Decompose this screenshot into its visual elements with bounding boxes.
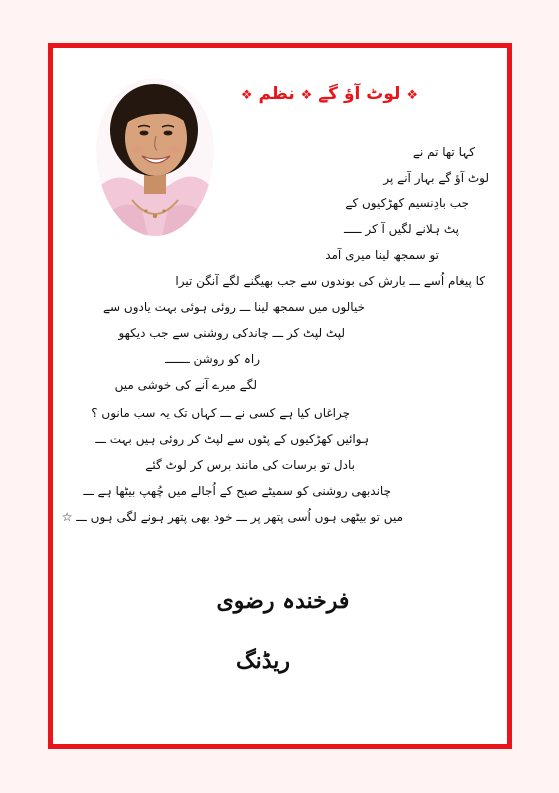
poem-title [240,81,418,107]
poem-line: لپٹ لپٹ کر ـــ چاندکی روشنی سے جب دیکھو [118,326,345,340]
poem-line: تو سمجھ لینا میری آمد [325,248,439,262]
poem-title-text: لوٹ آؤ گے [318,84,401,104]
poem-line: راہ کو روشن ـــــــ [165,352,260,366]
poem-line: خیالوں میں سمجھ لینا ـــ روئی ہوئی بہت یادوں سے [103,300,365,314]
poem-line: جب بادِنسیم کھڑکیوں کے [345,196,469,210]
poem-line: ہوائیں کھڑکیوں کے پٹوں سے لپٹ کر روئی ہیں بہت ـــ [95,432,369,446]
poem-line: لوٹ آؤ گے بہار آنے پر [383,171,489,185]
ornament-icon: ❖ [406,88,418,103]
poem-line: چاندبھی روشنی کو سمیٹے صبح کے اُجالے میں چُھپ بیٹھا ہے ـــ [83,484,391,498]
poem-line: کا پیغام اُسے ـــ بارش کی بوندوں سے جب بھیگنے لگے آنگن تیرا [175,274,485,288]
poem-frame [48,43,512,749]
poem-line: لگے میرے آنے کی خوشی میں [114,378,257,392]
ornament-icon: ❖ [240,88,253,103]
poem-line: پٹ ہلانے لگیں آ کر ـــــ [343,222,459,236]
poet-name: فرخندہ رضوی [216,588,350,614]
poem-line: چراغاں کیا ہے کسی نے ـــ کہاں تک یہ سب مانوں ؟ [91,406,350,420]
reading-label: ریڈنگ [235,648,291,674]
poem-line: کہا تھا تم نے [412,145,475,159]
poem-title-tag: نظم [258,84,295,104]
ornament-icon: ❖ [300,88,313,103]
poem-line: میں تو بیٹھی ہوں اُسی پتھر پر ـــ خود بھی پتھر ہونے لگی ہوں ـــ ☆ [61,510,403,524]
poet-photo [96,78,214,236]
poem-line: بادل تو برسات کی مانند برس کر لوٹ گئے [145,458,355,472]
poet-portrait-image [96,78,214,236]
